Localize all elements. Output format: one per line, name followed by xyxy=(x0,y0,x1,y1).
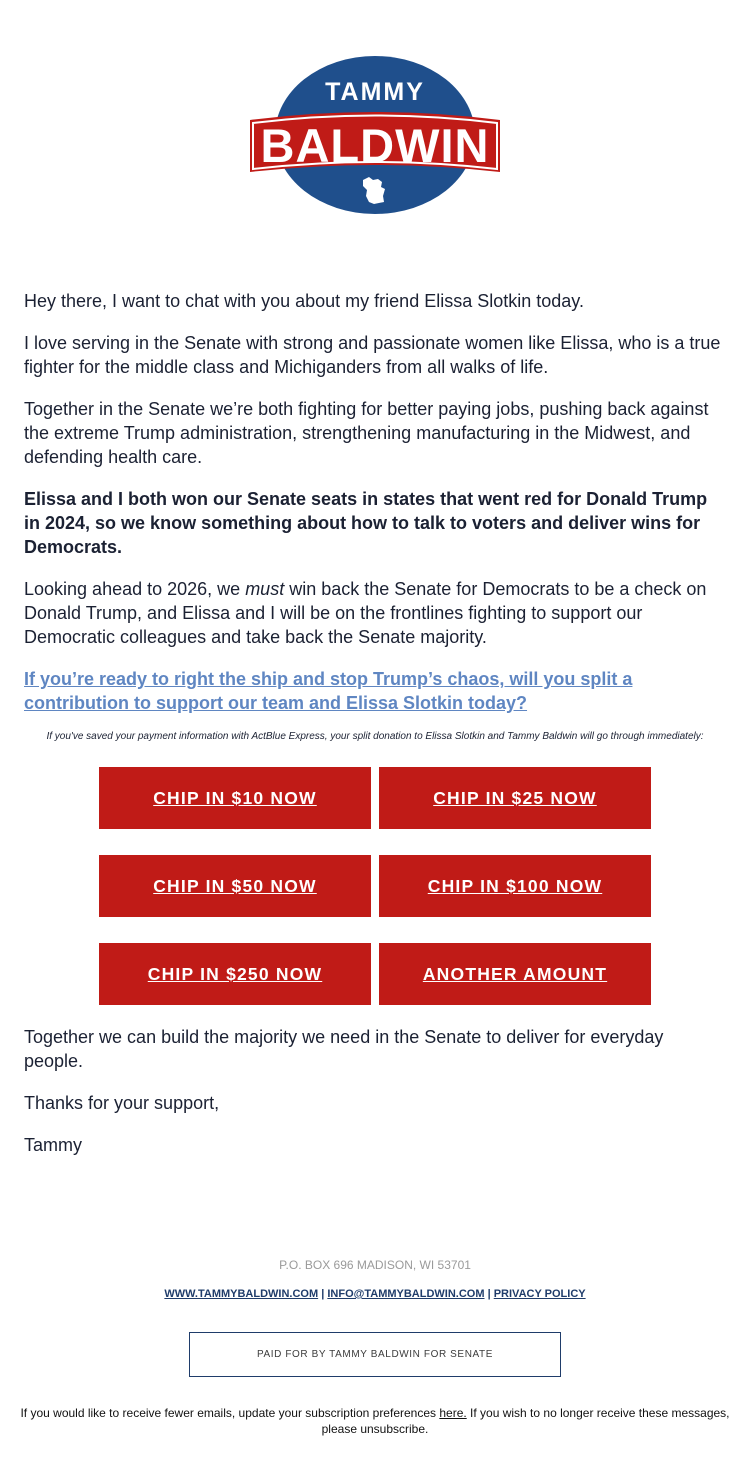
paragraph-thanks: Thanks for your support, xyxy=(24,1093,220,1113)
email-body xyxy=(24,289,726,733)
paragraph-won-seats: Elissa and I both won our Senate seats in states that went red for Donald Trump in 2024, so we know something about how to talk to voters and deliver wins for Democrats. xyxy=(24,489,708,557)
chip-in-250-button[interactable]: CHIP IN $250 NOW xyxy=(99,943,371,1005)
paragraph-looking-ahead xyxy=(24,577,726,649)
footer-links xyxy=(0,1288,750,1300)
chip-in-50-button[interactable]: CHIP IN $50 NOW xyxy=(99,855,371,917)
email-link[interactable]: INFO@TAMMYBALDWIN.COM xyxy=(327,1288,485,1300)
subscription-preferences-link[interactable]: here. xyxy=(439,1406,467,1420)
email-closing xyxy=(24,1025,726,1175)
looking-ahead-end: win back the Senate for Democrats to be a check on Donald Trump, and Elissa and I will be on the frontlines fighting to support our Democratic colleagues and take back the Senate majority. xyxy=(24,579,707,647)
link-separator: | xyxy=(321,1288,325,1300)
chip-in-25-button[interactable]: CHIP IN $25 NOW xyxy=(379,767,651,829)
unsub-text-end: If you wish to no longer receive these messages, please unsubscribe. xyxy=(321,1406,730,1436)
paragraph-together: Together in the Senate we’re both fighting for better paying jobs, pushing back against the extreme Trump administration, strengthening manufacturing in the Midwest, and defending health care. xyxy=(24,399,709,467)
footer-address: P.O. BOX 696 MADISON, WI 53701 xyxy=(279,1258,471,1272)
chip-in-100-button[interactable]: CHIP IN $100 NOW xyxy=(379,855,651,917)
privacy-policy-link[interactable]: PRIVACY POLICY xyxy=(493,1288,586,1300)
cta-contribution-link[interactable]: If you’re ready to right the ship and stop Trump’s chaos, will you split a contribution to support our team and Elissa Slotkin today? xyxy=(24,669,633,713)
logo-top-text: TAMMY xyxy=(325,78,425,106)
chip-in-10-button[interactable]: CHIP IN $10 NOW xyxy=(99,767,371,829)
logo-bottom-text: BALDWIN xyxy=(260,119,490,172)
paragraph-greeting: Hey there, I want to chat with you about my friend Elissa Slotkin today. xyxy=(24,291,584,311)
actblue-note: If you've saved your payment information with ActBlue Express, your split donation to Elissa Slotkin and Tammy Baldwin will go through immediately: xyxy=(46,731,704,742)
wisconsin-icon xyxy=(360,174,388,206)
signature: Tammy xyxy=(24,1135,82,1155)
must-emphasis: must xyxy=(245,579,285,599)
unsubscribe-notice xyxy=(10,1405,740,1437)
paragraph-majority: Together we can build the majority we need in the Senate to deliver for everyday people. xyxy=(24,1027,664,1071)
website-link[interactable]: WWW.TAMMYBALDWIN.COM xyxy=(164,1288,319,1300)
unsub-text-start: If you would like to receive fewer emails, update your subscription preferences xyxy=(20,1406,440,1420)
paid-for-disclaimer: PAID FOR BY TAMMY BALDWIN FOR SENATE xyxy=(189,1332,561,1377)
campaign-logo xyxy=(250,56,500,216)
looking-ahead-start: Looking ahead to 2026, we xyxy=(24,579,246,599)
another-amount-button[interactable]: ANOTHER AMOUNT xyxy=(379,943,651,1005)
link-separator: | xyxy=(487,1288,491,1300)
paragraph-serving: I love serving in the Senate with strong and passionate women like Elissa, who is a true fighter for the middle class and Michiganders from all walks of life. xyxy=(24,333,721,377)
